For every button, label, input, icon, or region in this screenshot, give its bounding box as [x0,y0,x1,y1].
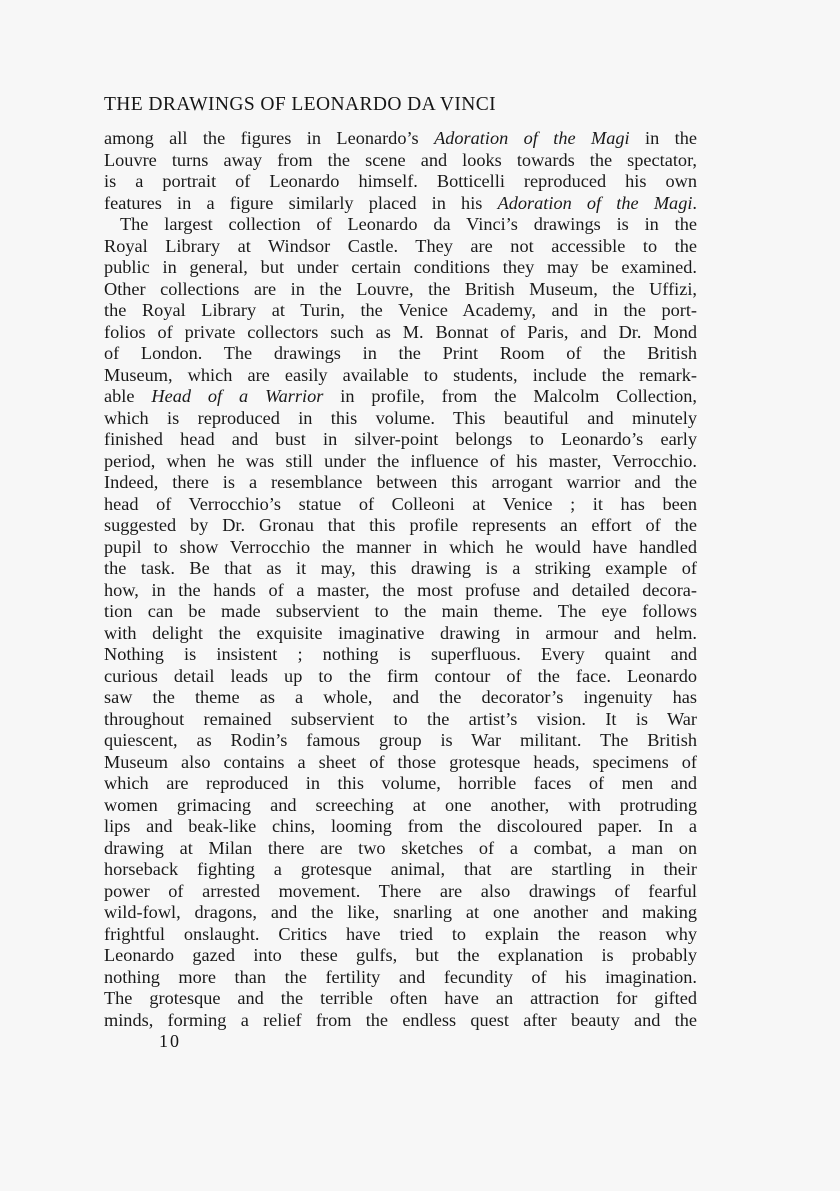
text-line: lips and beak-like chins, looming from the discoloured paper. In a [104,816,697,836]
text-line: features in a figure similarly placed in his Adoration of the Magi. [104,192,697,213]
text-line: Other collections are in the Louvre, the British Museum, the Uffizi, [104,278,697,299]
text-line: drawing at Milan there are two sketches of a combat, a man on [104,837,697,858]
text-line: The largest collection of Leonardo da Vinci’s drawings is in the [120,214,697,234]
text-line: how, in the hands of a master, the most profuse and detailed decora- [104,579,697,600]
text-line: pupil to show Verrocchio the manner in which he would have handled [104,536,697,557]
running-head: THE DRAWINGS OF LEONARDO DA VINCI [104,94,497,115]
text-line: of London. The drawings in the Print Room of the British [104,343,697,363]
text-line: Museum, which are easily available to students, include the remark- [104,364,697,385]
text-line: Museum also contains a sheet of those grotesque heads, specimens of [104,751,697,772]
text-line: women grimacing and screeching at one another, with protruding [104,794,697,815]
text-line: minds, forming a relief from the endless quest after beauty and the [104,1009,697,1030]
text-line: finished head and bust in silver-point belongs to Leonardo’s early [104,429,697,449]
text-line: folios of private collectors such as M. Bonnat of Paris, and Dr. Mond [104,321,697,342]
text-line: public in general, but under certain conditions they may be examined. [104,257,697,277]
text-line: which are reproduced in this volume, horrible faces of men and [104,773,697,793]
body-text [104,128,697,1031]
text-line: period, when he was still under the influence of his master, Verrocchio. [104,450,697,471]
text-line: wild-fowl, dragons, and the like, snarling at one another and making [104,902,697,922]
text-line: tion can be made subservient to the main theme. The eye follows [104,601,697,621]
text-line: Leonardo gazed into these gulfs, but the explanation is probably [104,945,697,965]
text-line: among all the figures in Leonardo’s Adoration of the Magi in the [104,128,697,148]
text-line: The grotesque and the terrible often have an attraction for gifted [104,988,697,1008]
text-line: suggested by Dr. Gronau that this profile represents an effort of the [104,515,697,535]
text-line: the Royal Library at Turin, the Venice Academy, and in the port- [104,300,697,320]
text-line: Louvre turns away from the scene and looks towards the spectator, [104,149,697,170]
text-line: the task. Be that as it may, this drawing is a striking example of [104,558,697,578]
text-line: throughout remained subservient to the artist’s vision. It is War [104,708,697,729]
text-line: curious detail leads up to the firm contour of the face. Leonardo [104,665,697,686]
text-line: saw the theme as a whole, and the decorator’s ingenuity has [104,687,697,707]
text-line: is a portrait of Leonardo himself. Botticelli reproduced his own [104,171,697,191]
page-number: 10 [159,1031,181,1051]
text-line: horseback fighting a grotesque animal, that are startling in their [104,859,697,879]
text-line: Royal Library at Windsor Castle. They are not accessible to the [104,235,697,256]
text-line: power of arrested movement. There are also drawings of fearful [104,880,697,901]
text-line: which is reproduced in this volume. This beautiful and minutely [104,407,697,428]
text-line: quiescent, as Rodin’s famous group is War militant. The British [104,730,697,750]
text-line: Indeed, there is a resemblance between this arrogant warrior and the [104,472,697,492]
text-line: with delight the exquisite imaginative drawing in armour and helm. [104,622,697,643]
text-line: Nothing is insistent ; nothing is superfluous. Every quaint and [104,644,697,664]
text-line: nothing more than the fertility and fecundity of his imagination. [104,966,697,987]
text-line: frightful onslaught. Critics have tried to explain the reason why [104,923,697,944]
text-line: able Head of a Warrior in profile, from the Malcolm Collection, [104,386,698,406]
text-line: head of Verrocchio’s statue of Colleoni at Venice ; it has been [104,493,697,514]
